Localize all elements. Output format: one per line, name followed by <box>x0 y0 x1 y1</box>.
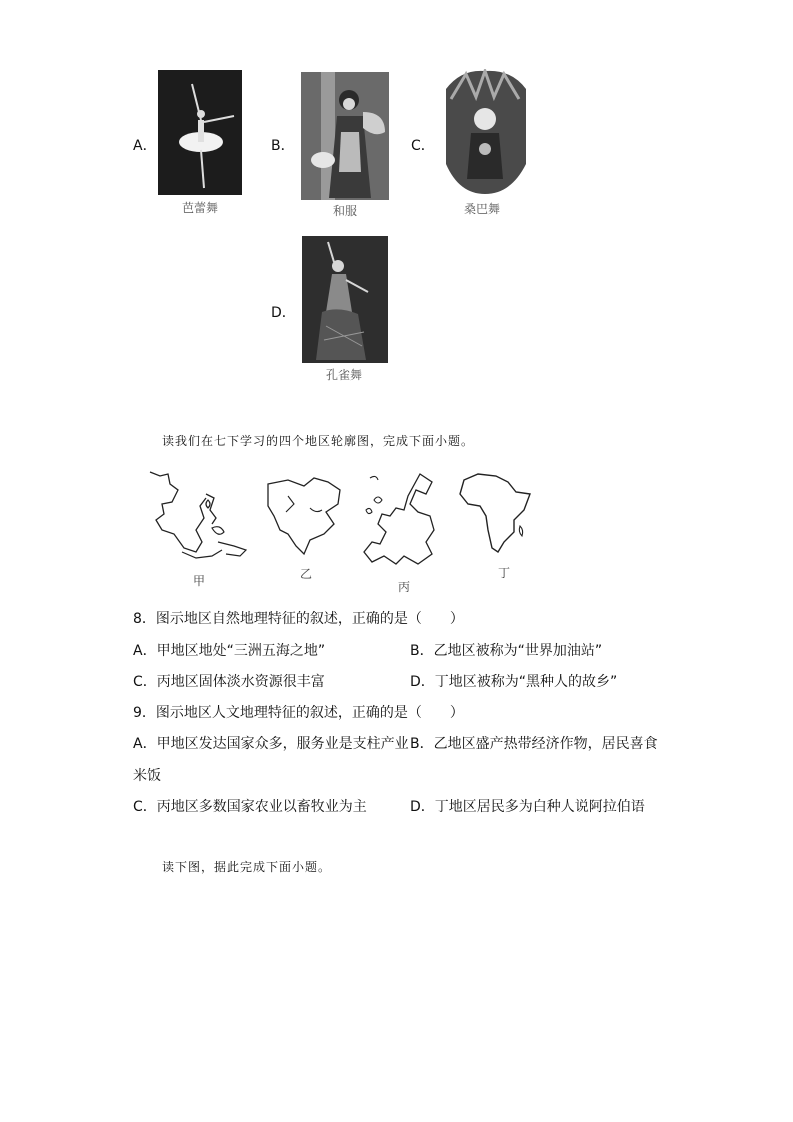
intro-text-1: 读我们在七下学习的四个地区轮廓图，完成下面小题。 <box>162 434 475 448</box>
question-9-stem: 9．图示地区人文地理特征的叙述，正确的是（ ） <box>133 705 464 721</box>
question-9-option-a: A．甲地区发达国家众多，服务业是支柱产业 <box>133 736 409 752</box>
map-label-jia: 甲 <box>193 574 206 588</box>
caption-kimono: 和服 <box>332 204 357 218</box>
peacock-dance-photo <box>302 236 388 363</box>
map-label-yi: 乙 <box>300 567 313 581</box>
map-label-bing: 丙 <box>398 580 411 594</box>
question-8-option-d: D．丁地区被称为“黑种人的故乡” <box>410 674 618 690</box>
africa-outline <box>458 470 534 554</box>
ballet-dancer-photo <box>158 70 242 195</box>
question-9-option-d: D．丁地区居民多为白种人说阿拉伯语 <box>410 799 645 815</box>
intro-text-2: 读下图，据此完成下面小题。 <box>162 860 332 874</box>
kimono-photo <box>301 72 389 200</box>
caption-samba: 桑巴舞 <box>463 202 500 216</box>
question-9-option-b: B．乙地区盛产热带经济作物，居民喜食 <box>410 736 658 752</box>
caption-peacock: 孔雀舞 <box>325 368 362 382</box>
question-8-option-b: B．乙地区被称为“世界加油站” <box>410 643 603 659</box>
question-8-option-c: C．丙地区固体淡水资源很丰富 <box>133 674 325 690</box>
map-label-ding: 丁 <box>498 566 511 580</box>
option-b-letter: B． <box>271 138 295 154</box>
caption-ballet: 芭蕾舞 <box>181 201 218 215</box>
option-a-letter: A． <box>133 138 157 154</box>
middle-east-outline <box>264 476 344 558</box>
question-9-option-c: C．丙地区多数国家农业以畜牧业为主 <box>133 799 367 815</box>
question-8-stem: 8．图示地区自然地理特征的叙述，正确的是（ ） <box>133 611 464 627</box>
southeast-asia-outline <box>142 468 250 563</box>
option-d-letter: D． <box>271 305 296 321</box>
samba-dancer-photo <box>441 69 528 194</box>
question-9-option-b-continued: 米饭 <box>133 768 161 784</box>
question-8-option-a: A．甲地区地处“三洲五海之地” <box>133 643 326 659</box>
europe-outline <box>360 470 442 572</box>
option-c-letter: C． <box>411 138 435 154</box>
